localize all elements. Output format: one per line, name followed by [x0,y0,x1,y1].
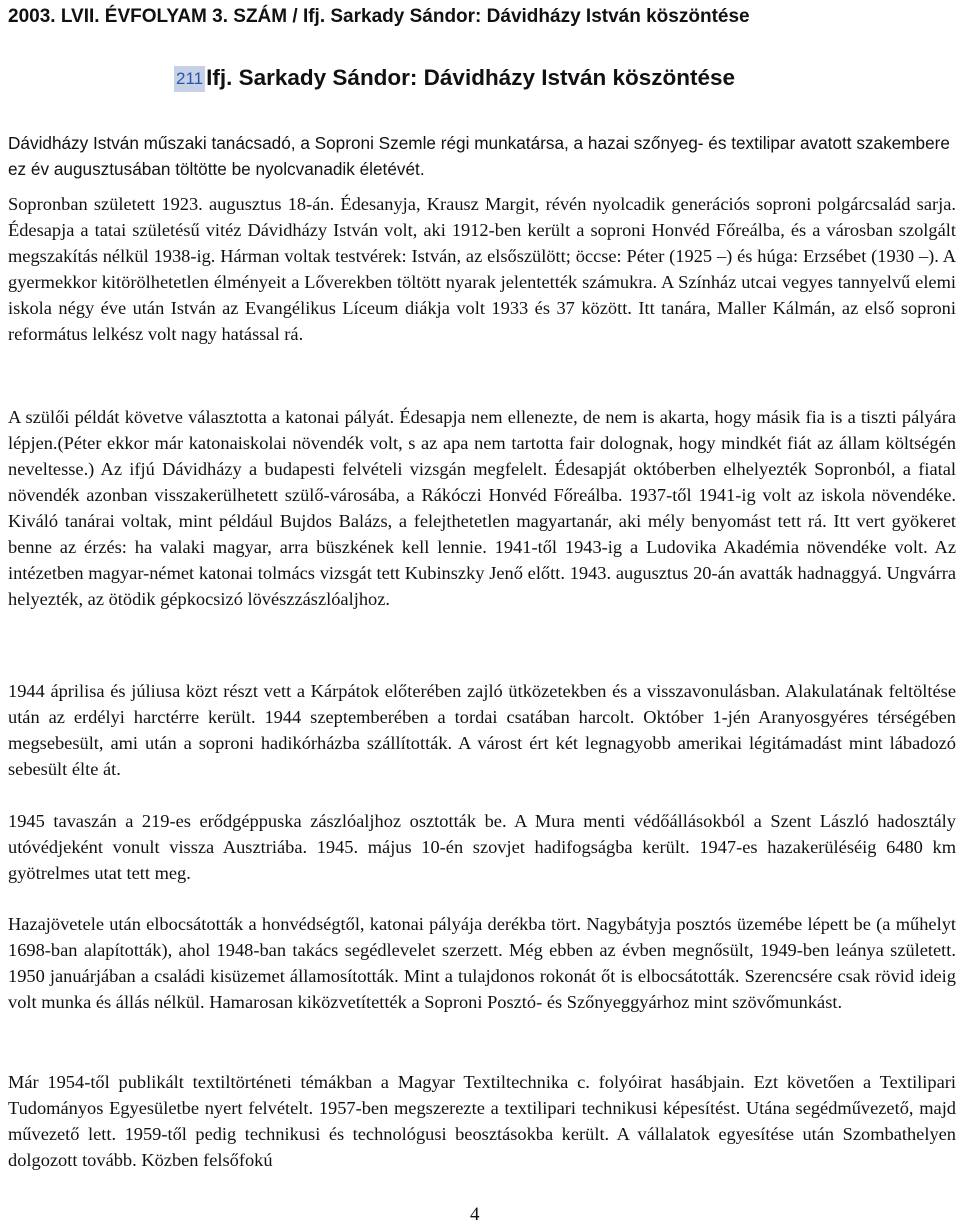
article-title-text: Ifj. Sarkady Sándor: Dávidházy István köszöntése [206,65,736,90]
paragraph-return: Hazajövetele után elbocsátották a honvédségtől, katonai pályája derékba tört. Nagybátyja posztós üzemébe lépett be (a műhelyt 1698-ban alapították), ahol 1948-ban takács segédlevelet szerzett. Még ebben az évben megnősült, 1949-ben leánya született. 1950 januárjában a családi kisüzemet államosították. Mint a tulajdonos rokonát őt is elbocsátották. Szerencsére csak rövid ideig volt munka és állás nélkül. Hamarosan kiközvetítették a Soproni Posztó- és Szőnyeggyárhoz mint szövőmunkást. [8,914,956,1012]
paragraph-military-career: A szülői példát követve választotta a katonai pályát. Édesapja nem ellenezte, de nem is akarta, hogy másik fia is a tiszti pályára lépjen.(Péter ekkor már katonaiskolai növendék volt, s az apa nem tartotta fair dolognak, hogy mindkét fiát az állam költségén neveltesse.) Az ifjú Dávidházy a budapesti felvételi vizsgán megfelelt. Édesapját októberben elhelyezték Sopronból, a fiatal növendék azonban visszakerülhetett szülő-városába, a Rákóczi Honvéd Főreálba. 1937-től 1941-ig volt az iskola növendéke. Kiváló tanárai voltak, mint például Bujdos Balázs, a felejthetetlen magyartanár, aki mély benyomást tett rá. Itt vert gyökeret benne az érzés: ha valaki magyar, arra büszkének kell lennie. 1941-től 1943-ig a Ludovika Akadémia növendéke volt. Az intézetben magyar-német katonai tolmács vizsgát tett Kubinszky Jenő előtt. 1943. augusztus 20-án avatták hadnaggyá. Ungvárra helyezték, az ötödik gépkocsizó lövészzászlóaljhoz. [8,407,956,609]
running-header: 2003. LVII. ÉVFOLYAM 3. SZÁM / Ifj. Sarkady Sándor: Dávidházy István köszöntése [8,6,750,27]
paragraph-intro: Dávidházy István műszaki tanácsadó, a Soproni Szemle régi munkatársa, a hazai szőnyeg- és textilipar avatott szakembere ez év augusztusában töltötte be nyolcvanadik életévét. [8,133,950,179]
page-anchor-link[interactable]: 211 [174,66,205,92]
paragraph-childhood: Sopronban született 1923. augusztus 18-án. Édesanyja, Krausz Margit, révén nyolcadik generációs soproni polgárcsalád sarja. Édesapja a tatai születésű vitéz Dávidházy István volt, aki 1912-ben került a soproni Honvéd Főreálba, és a városban szolgált megszakítás nélkül 1938-ig. Hárman voltak testvérek: István, az elsőszülött; öccse: Péter (1925 –) és húga: Erzsébet (1930 –). A gyermekkor kitörölhetetlen élményeit a Lőverekben töltött nyarak jelentették számukra. A Színház utcai vegyes tannyelvű elemi iskola négy éve után István az Evangélikus Líceum diákja volt 1933 és 37 között. Itt tanára, Maller Kálmán, az első soproni református lelkész volt nagy hatással rá. [8,194,956,344]
page-number: 4 [470,1204,480,1225]
paragraph-1944: 1944 áprilisa és júliusa közt részt vett a Kárpátok előterében zajló ütközetekben és a visszavonulásban. Alakulatának feltöltése után az erdélyi harctérre került. 1944 szeptemberében a tordai csatában harcolt. Október 1-jén Aranyosgyéres térségében megsebesült, ami után a soproni hadikórházba szállították. A várost ért két legnagyobb amerikai légitámadást mint lábadozó sebesült élte át. [8,681,956,779]
article-title [174,63,735,93]
paragraph-1945: 1945 tavaszán a 219-es erődgéppuska zászlóaljhoz osztották be. A Mura menti védőállásokból a Szent László hadosztály utóvédjeként vonult vissza Ausztriába. 1945. május 10-én szovjet hadifogságba került. 1947-es hazakerüléséig 6480 km gyötrelmes utat tett meg. [8,811,956,883]
paragraph-textile: Már 1954-től publikált textiltörténeti témákban a Magyar Textiltechnika c. folyóirat hasábjain. Ezt követően a Textilipari Tudományos Egyesületbe nyert felvételt. 1957-ben megszerezte a textilipari technikusi képesítést. Utána segédművezető, majd művezető lett. 1959-től pedig technikusi és technológusi beosztásokba került. A vállalatok egyesítése után Szombathelyen dolgozott tovább. Közben felsőfokú [8,1072,956,1170]
